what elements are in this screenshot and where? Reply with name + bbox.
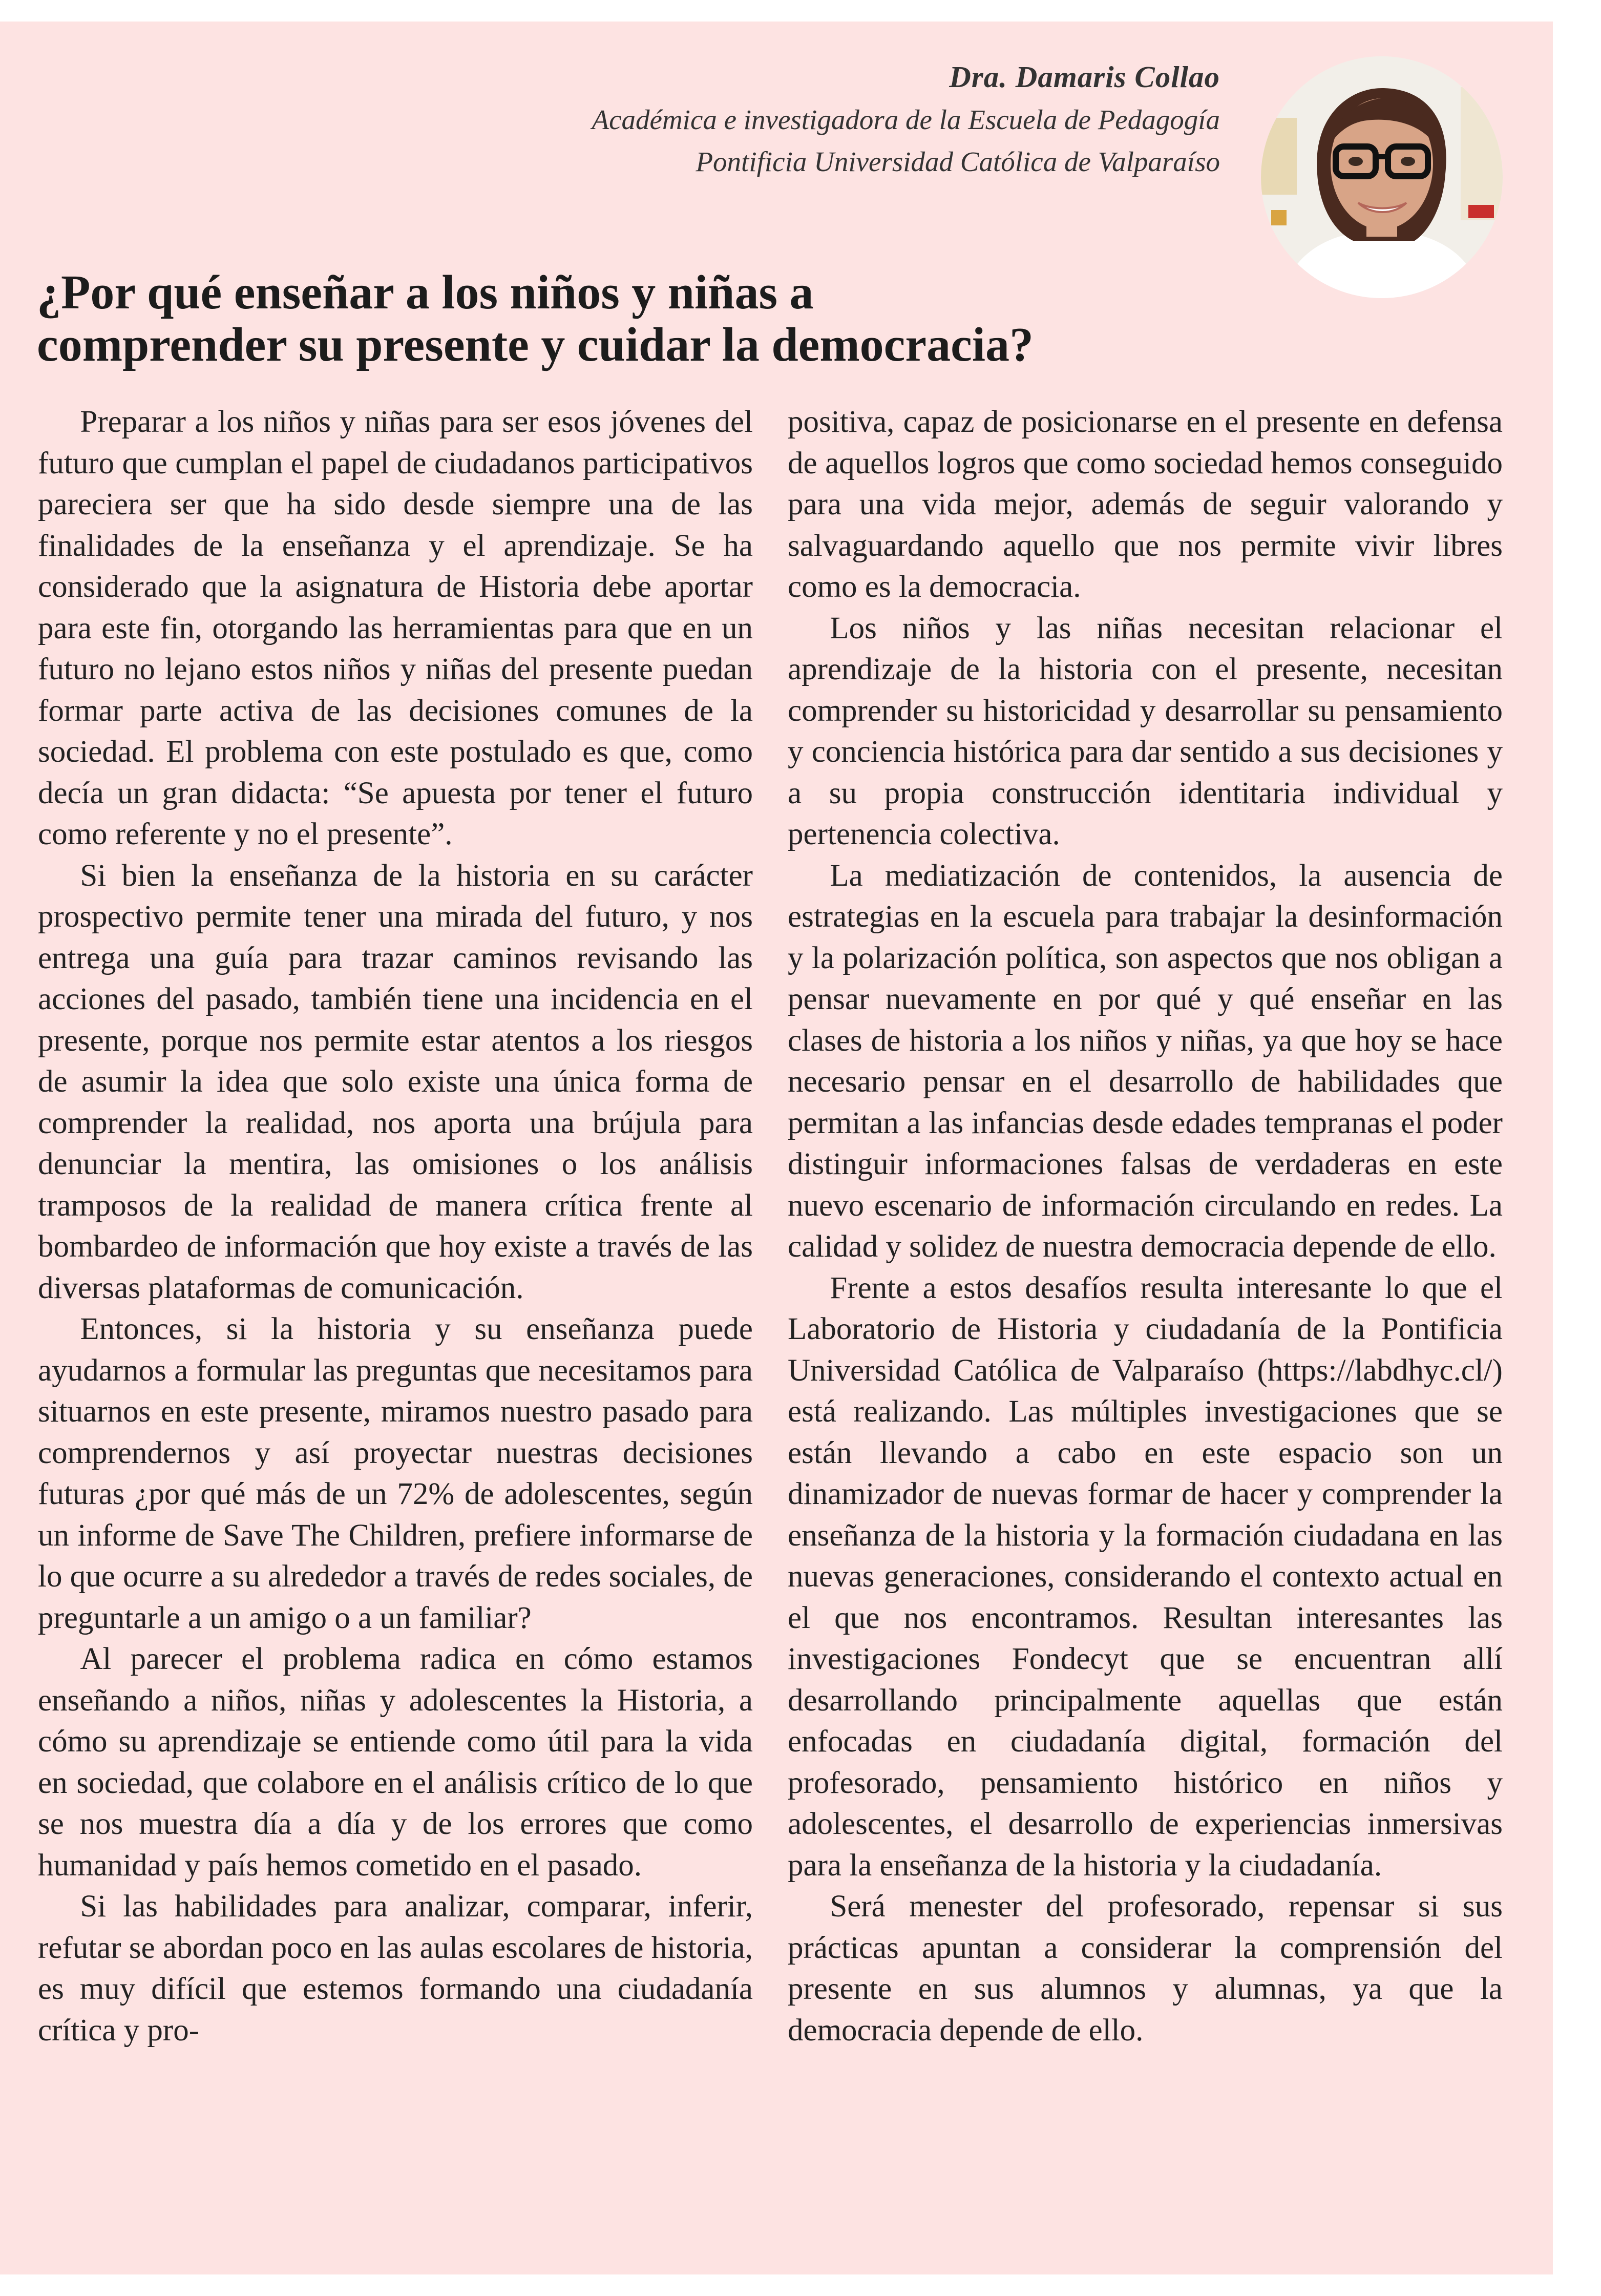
article-paragraph: Si bien la enseñanza de la historia en su carácter prospectivo permite tener una mirada del futuro, y nos entrega una guía para trazar caminos revisando las acciones del pasado, también tiene una incidencia en el presente, porque nos permite estar atentos a los riesgos de asumir la idea que solo existe una única forma de comprender la realidad, nos aporta una brújula para denunciar la mentira, las omisiones o los análisis tramposos de la realidad de manera crítica frente al bombardeo de información que hoy existe a través de las diversas plataformas de comunicación.: [38, 858, 753, 1305]
article-paragraph: positiva, capaz de posicionarse en el presente en defensa de aquellos logros que como sociedad hemos conseguido para una vida mejor, además de seguir valorando y salvaguardando aquello que nos permite vivir libres como es la democracia.: [788, 405, 1503, 604]
article-headline: [37, 266, 1205, 371]
article-column-left: [38, 402, 753, 2225]
article-paragraph: Los niños y las niñas necesitan relacionar el aprendizaje de la historia con el presente, necesitan comprender su historicidad y desarrollar su pensamiento y conciencia histórica para dar sentido a sus decisiones y a su propia construcción identitaria individual y pertenencia colectiva.: [788, 611, 1503, 851]
author-affiliation-line-1: Académica e investigadora de la Escuela de Pedagogía: [592, 104, 1220, 135]
article-paragraph: Frente a estos desafíos resulta interesante lo que el Laboratorio de Historia y ciudadanía de la Pontificia Universidad Católica de Valparaíso (https://labdhyc.cl/) está realizando. Las múltiples investigaciones que se están llevando a cabo en este espacio son un dinamizador de nuevas formar de hacer y comprender la enseñanza de la historia y la formación ciudadana en las nuevas generaciones, considerando el contexto actual en el que nos encontramos. Resultan interesantes las investigaciones Fondecyt que se encuentran allí desarrollando principalmente aquellas que están enfocadas en ciudadanía digital, formación del profesorado, pensamiento histórico en niños y adolescentes, el desarrollo de experiencias inmersivas para la enseñanza de la historia y la ciudadanía.: [788, 1270, 1503, 1883]
article-column-right: [788, 402, 1503, 2225]
author-portrait-illustration: [1261, 56, 1503, 298]
author-affiliation-line-2: Pontificia Universidad Católica de Valparaíso: [696, 146, 1220, 177]
headline-line-1: ¿Por qué enseñar a los niños y niñas a: [37, 266, 814, 319]
author-byline: [592, 55, 1220, 183]
article-paragraph: Será menester del profesorado, repensar si sus prácticas apuntan a considerar la comprensión del presente en sus alumnos y alumnas, ya que la democracia depende de ello.: [788, 1889, 1503, 2048]
article-paragraph: Si las habilidades para analizar, comparar, inferir, refutar se abordan poco en las aulas escolares de historia, es muy difícil que estemos formando una ciudadanía crítica y pro-: [38, 1889, 753, 2048]
author-name: Dra. Damaris Collao: [949, 60, 1220, 94]
article-paragraph: Entonces, si la historia y su enseñanza puede ayudarnos a formular las preguntas que necesitamos para situarnos en este presente, miramos nuestro pasado para comprendernos y así proyectar nuestras decisiones futuras ¿por qué más de un 72% de adolescentes, según un informe de Save The Children, prefiere informarse de lo que ocurre a su alrededor a través de redes sociales, de preguntarle a un amigo o a un familiar?: [38, 1312, 753, 1635]
article-paragraph: Al parecer el problema radica en cómo estamos enseñando a niños, niñas y adolescentes la Historia, a cómo su aprendizaje se entiende como útil para la vida en sociedad, que colabore en el análisis crítico de lo que se nos muestra día a día y de los errores que como humanidad y país hemos cometido en el pasado.: [38, 1642, 753, 1883]
article-paragraph: La mediatización de contenidos, la ausencia de estrategias en la escuela para trabajar la desinformación y la polarización política, son aspectos que nos obligan a pensar nuevamente en por qué y qué enseñar en las clases de historia a los niños y niñas, ya que hoy se hace necesario pensar en el desarrollo de habilidades que permitan a las infancias desde edades tempranas el poder distinguir informaciones falsas de verdaderas en este nuevo escenario de información circulando en redes. La calidad y solidez de nuestra democracia depende de ello.: [788, 858, 1503, 1264]
headline-line-2: comprender su presente y cuidar la democracia?: [37, 318, 1034, 371]
article-page: [0, 22, 1553, 2274]
author-portrait-image: [1261, 56, 1503, 298]
article-paragraph: Preparar a los niños y niñas para ser esos jóvenes del futuro que cumplan el papel de ciudadanos participativos pareciera ser que ha sido desde siempre una de las finalidades de la enseñanza y el aprendizaje. Se ha considerado que la asignatura de Historia debe aportar para este fin, otorgando las herramientas para que en un futuro no lejano estos niños y niñas del presente puedan formar parte activa de las decisiones comunes de la sociedad. El problema con este postulado es que, como decía un gran didacta: “Se apuesta por tener el futuro como referente y no el presente”.: [38, 405, 753, 851]
